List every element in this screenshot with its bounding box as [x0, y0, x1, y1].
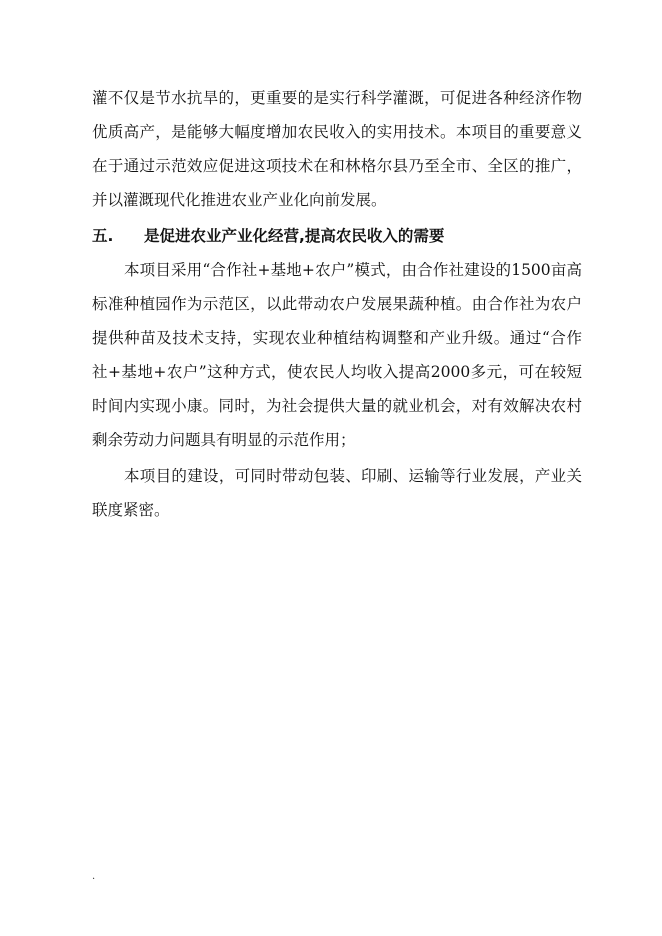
text-line: 并以灌溉现代化推进农业产业化向前发展。: [92, 191, 387, 209]
section-title: 是促进农业产业化经营,提高农民收入的需要: [144, 227, 445, 245]
text-line: 时间内实现小康。同时，为社会提供大量的就业机会，对有效解决农村: [92, 397, 582, 415]
text-line: 标准种植园作为示范区，以此带动农户发展果蔬种植。由合作社为农户: [92, 295, 582, 313]
section-number: 五.: [92, 227, 114, 245]
text-line: 在于通过示范效应促进这项技术在和林格尔县乃至全市、全区的推广，: [92, 157, 582, 175]
footer-mark: .: [92, 871, 96, 882]
text-line: 灌不仅是节水抗旱的，更重要的是实行科学灌溉，可促进各种经济作物: [92, 89, 582, 107]
section-heading: [92, 225, 444, 247]
text-line: 联度紧密。: [92, 501, 170, 519]
text-line: 提供种苗及技术支持，实现农业种植结构调整和产业升级。通过“合作: [92, 329, 582, 347]
text-line: 本项目采用“合作社+基地+农户”模式，由合作社建设的1500亩高: [124, 261, 582, 279]
text-line: 社+基地+农户”这种方式，使农民人均收入提高2000多元，可在较短: [92, 363, 582, 381]
text-line: 剩余劳动力问题具有明显的示范作用；: [92, 431, 356, 449]
text-line: 优质高产，是能够大幅度增加农民收入的实用技术。本项目的重要意义: [92, 123, 582, 141]
text-line: 本项目的建设，可同时带动包装、印刷、运输等行业发展，产业关: [124, 467, 582, 485]
